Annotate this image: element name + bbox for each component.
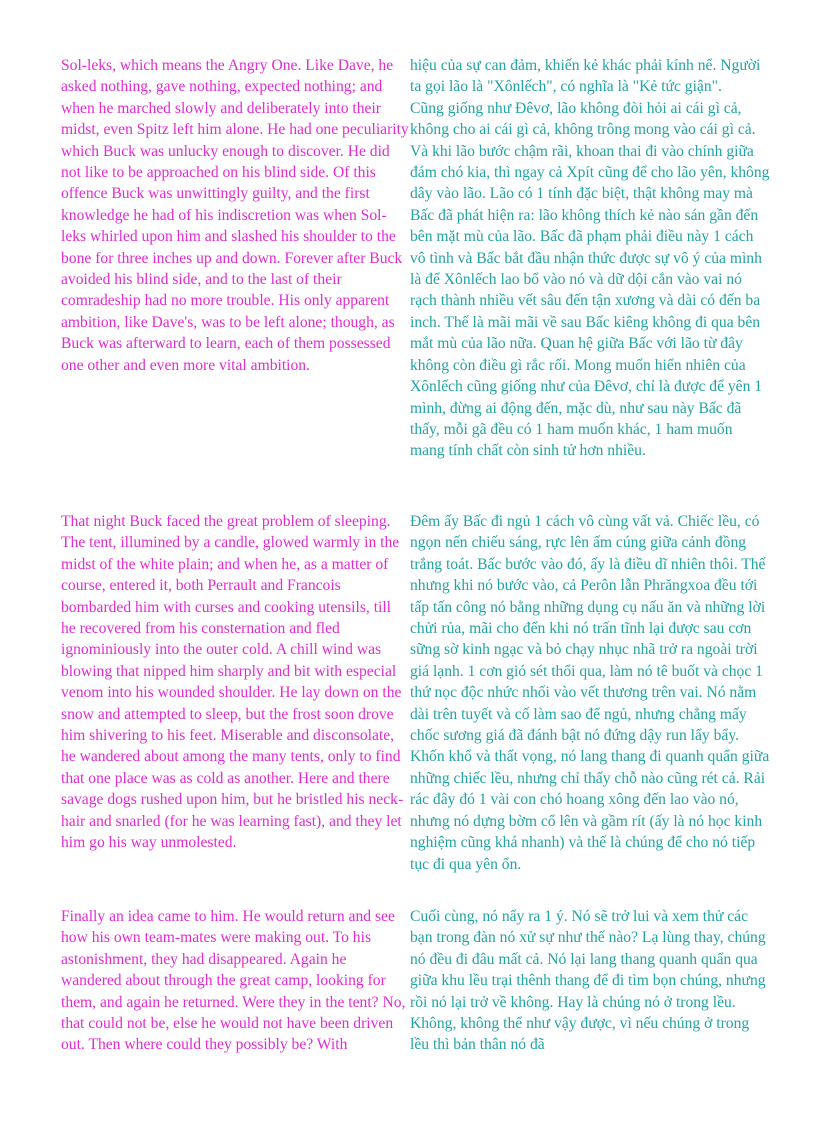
paragraph-pair-2 (61, 511, 770, 873)
english-paragraph: Finally an idea came to him. He would return and see how his own team-mates were making out. To his astonishment, they had disappeared. Again he wandered about through the great camp, looking for them, and again he returned. Were they in the tent? No, that could not be, else he would not have been driven out. Then where could they possibly be? With (61, 908, 406, 1054)
english-paragraph: That night Buck faced the great problem of sleeping. The tent, illumined by a candle, glowed warmly in the midst of the white plain; and when he, as a matter of course, entered it, both Perrault and Francois bombarded him with curses and cooking utensils, till he recovered from his consternation and fled ignominiously into the outer cold. A chill wind was blowing that nipped him sharply and bit with especial venom into his wounded shoulder. He lay down on the snow and attempted to sleep, but the frost soon drove him shivering to his feet. Miserable and disconsolate, he wandered about among the many tents, only to find that one place was as cold as another. Here and there savage dogs rushed upon him, but he bristled his neck-hair and snarled (for he was learning fast), and they let him go his way unmolested. (61, 513, 404, 852)
vietnamese-column (410, 55, 770, 462)
paragraph-pair-3 (61, 906, 766, 1056)
vietnamese-paragraph: Cũng giống như Đêvơ, lão không đòi hỏi ai cái gì cả, không cho ai cái gì cả, không trông mong vào cái gì cả. Và khi lão bước chậm rãi, khoan thai đi vào chính giữa đám chó kia, thì ngay cả Xpít cũng để cho lão yên, không dây vào lão. Lão có 1 tính đặc biệt, thật không may mà Bấc đã phát hiện ra: lão không thích kẻ nào sán gần đến bên mặt mù của lão. Bấc đã phạm phải điều này 1 cách vô tình và Bấc bắt đầu nhận thức được sự vô ý của mình là để Xônlếch lao bổ vào nó và dữ dội cắn vào vai nó rạch thành nhiều vết sâu đến tận xương và dài có đến ba inch. Thế là mãi mãi về sau Bấc kiêng không đi qua bên mắt mù của lão nữa. Quan hệ giữa Bấc với lão từ đây không còn điều gì rắc rối. Mong muốn hiển nhiên của Xônlếch cũng giống như của Đêvơ, chỉ là được để yên 1 mình, đừng ai động đến, mặc dù, như sau này Bấc đã thấy, mỗi gã đều có 1 ham muốn khác, 1 ham muốn mang tính chất còn sinh tử hơn nhiều. (410, 99, 770, 460)
vietnamese-paragraph: hiệu của sự can đảm, khiến kẻ khác phải kính nể. Người ta gọi lão là "Xônlếch", có nghĩa là "Kẻ tức giận". (410, 57, 761, 96)
vietnamese-paragraph: Đêm ấy Bấc đi ngủ 1 cách vô cùng vất vả. Chiếc lều, có ngọn nến chiếu sáng, rực lên ấm cúng giữa cảnh đồng trắng toát. Bấc bước vào đó, ấy là điều dĩ nhiên thôi. Thế nhưng khi nó bước vào, cả Perôn lẫn Phrăngxoa đều tới tấp tấn công nó bằng những dụng cụ nấu ăn và những lời chửi rủa, mãi cho đến khi nó trấn tĩnh lại được sau cơn sững sờ kinh ngạc và bỏ chạy nhục nhã trở ra ngoài trời giá lạnh. 1 cơn gió sét thổi qua, làm nó tê buốt và chọc 1 thứ nọc độc nhức nhối vào vết thương trên vai. Nó nằm dài trên tuyết và cố làm sao để ngủ, nhưng chẳng mấy chốc sương giá đã đánh bật nó đứng dậy run lẩy bẩy. Khốn khổ và thất vọng, nó lang thang đi quanh quẩn giữa những chiếc lều, nhưng chỉ thấy chỗ nào cũng rét cả. Rải rác đây đó 1 vài con chó hoang xông đến lao vào nó, nhưng nó dựng bờm cổ lên và gầm rít (ấy là nó học kinh nghiệm cũng khá nhanh) và thế là chúng để cho nó tiếp tục đi qua yên ổn. (410, 513, 770, 873)
vietnamese-column (410, 511, 770, 875)
paragraph-pair-1 (61, 55, 770, 460)
english-paragraph: Sol-leks, which means the Angry One. Like Dave, he asked nothing, gave nothing, expected nothing; and when he marched slowly and deliberately into their midst, even Spitz left him alone. He had one peculiarity which Buck was unlucky enough to discover. He did not like to be approached on his blind side. Of this offence Buck was unwittingly guilty, and the first knowledge he had of his indiscretion was when Sol-leks whirled upon him and slashed his shoulder to the bone for three inches up and down. Forever after Buck avoided his blind side, and to the last of their comradeship had no more trouble. His only apparent ambition, like Dave's, was to be left alone; though, as Buck was afterward to learn, each of them possessed one other and even more vital ambition. (61, 57, 409, 374)
vietnamese-column (410, 906, 770, 1056)
vietnamese-paragraph: Cuối cùng, nó nẩy ra 1 ý. Nó sẽ trở lui và xem thử các bạn trong đàn nó xử sự như thế nào? Lạ lùng thay, chúng nó đều đi đâu mất cả. Nó lại lang thang quanh quẩn qua giữa khu lều trại thênh thang để đi tìm bọn chúng, nhưng rồi nó lại trở về không. Hay là chúng nó ở trong lều. Không, không thể như vậy được, vì nếu chúng ở trong lều thì bản thân nó đã (410, 908, 766, 1054)
